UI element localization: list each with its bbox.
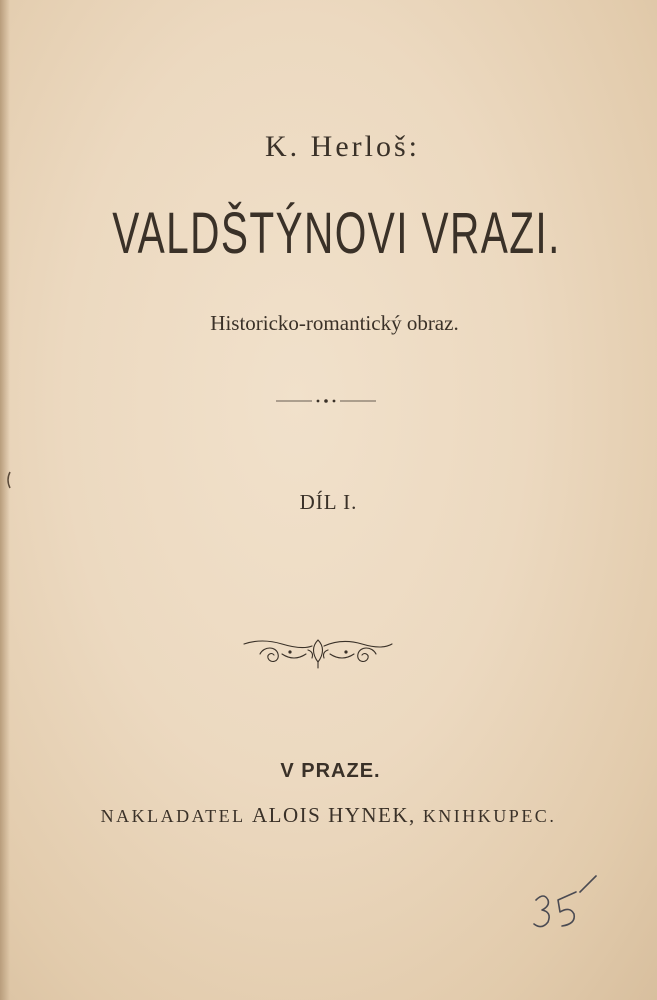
book-subtitle: Historicko-romantický obraz. — [210, 311, 459, 335]
flourish-ornament-icon — [242, 632, 394, 672]
book-title: VALDŠTÝNOVI VRAZI. — [112, 201, 561, 266]
publication-city: V PRAZE. — [280, 760, 381, 782]
publisher-line — [0, 803, 657, 828]
divider-ornament-icon — [274, 394, 378, 408]
volume-label: DÍL I. — [299, 490, 358, 514]
author-name: K. Herloš: — [265, 130, 420, 163]
page-mark-icon — [4, 470, 14, 490]
publisher-prefix: NAKLADATEL — [100, 806, 245, 826]
handwritten-number-35 — [530, 870, 602, 940]
publisher-name: ALOIS HYNEK, — [251, 803, 416, 827]
publisher-suffix: KNIHKUPEC. — [422, 806, 557, 826]
